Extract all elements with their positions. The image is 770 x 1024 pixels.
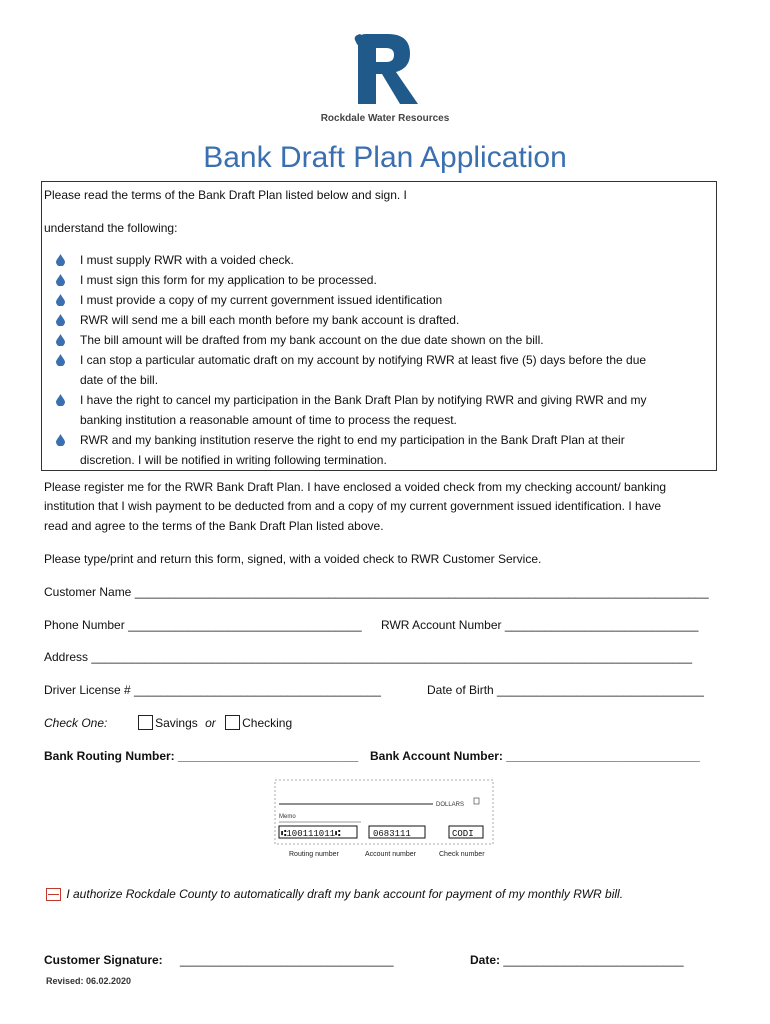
revised-date: Revised: 06.02.2020	[46, 976, 132, 986]
license-label: Driver License #	[44, 683, 131, 697]
routing-label: Bank Routing Number:	[44, 749, 175, 763]
bank-account-row	[370, 746, 700, 766]
address-field[interactable]: __________________________________________________________________________________________	[91, 650, 693, 664]
sample-check-image	[273, 778, 495, 860]
water-drop-icon	[56, 334, 65, 346]
page-title: Bank Draft Plan Application	[203, 141, 567, 174]
dob-field[interactable]: _______________________________	[497, 683, 704, 697]
terms-item-text: I have the right to cancel my participation in the Bank Draft Plan by notifying RWR and giving RWR and my	[80, 393, 647, 407]
checking-label: Checking	[242, 716, 293, 730]
water-drop-icon	[56, 314, 65, 326]
terms-item	[56, 270, 696, 290]
customer-name-field[interactable]: ______________________________________________________________________________________	[134, 585, 709, 599]
water-drop-icon	[56, 394, 65, 406]
authorization-text: I authorize Rockdale County to automatically draft my bank account for payment of my monthly RWR bill.	[66, 887, 624, 901]
return-instructions: Please type/print and return this form, signed, with a voided check to RWR Customer Service.	[44, 552, 542, 566]
phone-field[interactable]: ___________________________________	[128, 618, 362, 632]
rwr-account-field[interactable]: _____________________________	[504, 618, 699, 632]
check-dollars-text: DOLLARS	[436, 802, 465, 808]
org-name: Rockdale Water Resources	[320, 113, 450, 124]
bank-account-label: Bank Account Number:	[370, 749, 503, 763]
authorization-row	[44, 884, 623, 904]
routing-field[interactable]: ___________________________	[178, 749, 359, 763]
terms-item-text: I must provide a copy of my current government issued identification	[80, 293, 443, 307]
rwr-logo-icon	[352, 32, 422, 106]
terms-list	[56, 250, 696, 470]
terms-item-text: I must sign this form for my application to be processed.	[80, 273, 377, 287]
customer-name-label: Customer Name	[44, 585, 132, 599]
checking-checkbox[interactable]	[225, 715, 240, 730]
water-drop-icon	[56, 274, 65, 286]
rwr-account-row	[381, 615, 698, 635]
savings-label: Savings	[155, 716, 198, 730]
terms-item-text: RWR and my banking institution reserve the right to end my participation in the Bank Draft Plan at their	[80, 433, 625, 447]
terms-item	[56, 290, 696, 310]
signature-label: Customer Signature:	[44, 953, 163, 967]
check-account-digits: 0683111	[373, 829, 411, 839]
terms-intro-line2: understand the following:	[44, 221, 178, 235]
bank-account-field[interactable]: _____________________________	[506, 749, 700, 763]
check-number-digits: CODI	[452, 829, 474, 839]
water-drop-icon	[56, 254, 65, 266]
routing-row	[44, 746, 358, 766]
terms-item	[56, 430, 696, 470]
terms-item-text: I can stop a particular automatic draft on my account by notifying RWR at least five (5) days before the due	[80, 353, 647, 367]
authorization-checkbox[interactable]	[46, 888, 61, 901]
savings-checkbox[interactable]	[138, 715, 153, 730]
terms-item-text: date of the bill.	[80, 373, 159, 387]
check-one-row	[44, 713, 292, 733]
dob-row	[427, 680, 704, 700]
terms-item	[56, 350, 696, 390]
account-caption: Account number	[365, 851, 416, 858]
terms-item-text: banking institution a reasonable amount of time to process the request.	[80, 413, 457, 427]
or-label: or	[205, 716, 216, 730]
register-line2: institution that I wish payment to be deducted from and a copy of my current government issued identification. I have	[44, 499, 662, 513]
water-drop-icon	[56, 294, 65, 306]
routing-caption: Routing number	[289, 851, 339, 858]
terms-item	[56, 310, 696, 330]
dob-label: Date of Birth	[427, 683, 494, 697]
terms-item	[56, 330, 696, 350]
terms-item	[56, 390, 696, 430]
license-field[interactable]: _____________________________________	[134, 683, 381, 697]
terms-item	[56, 250, 696, 270]
terms-item-text: discretion. I will be notified in writing following termination.	[80, 453, 387, 467]
address-row	[44, 647, 692, 667]
water-drop-icon	[56, 434, 65, 446]
water-drop-icon	[56, 354, 65, 366]
date-field[interactable]: ___________________________	[503, 953, 684, 967]
phone-label: Phone Number	[44, 618, 125, 632]
check-routing-digits: ⑆100111011⑆	[281, 829, 341, 839]
register-line1: Please register me for the RWR Bank Draft Plan. I have enclosed a voided check from my checking account/ banking	[44, 480, 667, 494]
check-caption: Check number	[439, 851, 485, 858]
address-label: Address	[44, 650, 89, 664]
rwr-account-label: RWR Account Number	[381, 618, 502, 632]
terms-item-text: I must supply RWR with a voided check.	[80, 253, 294, 267]
signature-field[interactable]: ________________________________	[180, 953, 394, 967]
license-row	[44, 680, 381, 700]
customer-name-row	[44, 582, 709, 602]
date-row	[470, 950, 684, 970]
register-line3: read and agree to the terms of the Bank Draft Plan listed above.	[44, 519, 384, 533]
date-label: Date:	[470, 953, 501, 967]
check-memo-text: Memo	[279, 814, 296, 820]
terms-item-text: The bill amount will be drafted from my bank account on the due date shown on the bill.	[80, 333, 544, 347]
check-one-label: Check One:	[44, 716, 108, 730]
phone-row	[44, 615, 362, 635]
terms-item-text: RWR will send me a bill each month before my bank account is drafted.	[80, 313, 460, 327]
terms-intro-line1: Please read the terms of the Bank Draft Plan listed below and sign. I	[44, 188, 407, 202]
